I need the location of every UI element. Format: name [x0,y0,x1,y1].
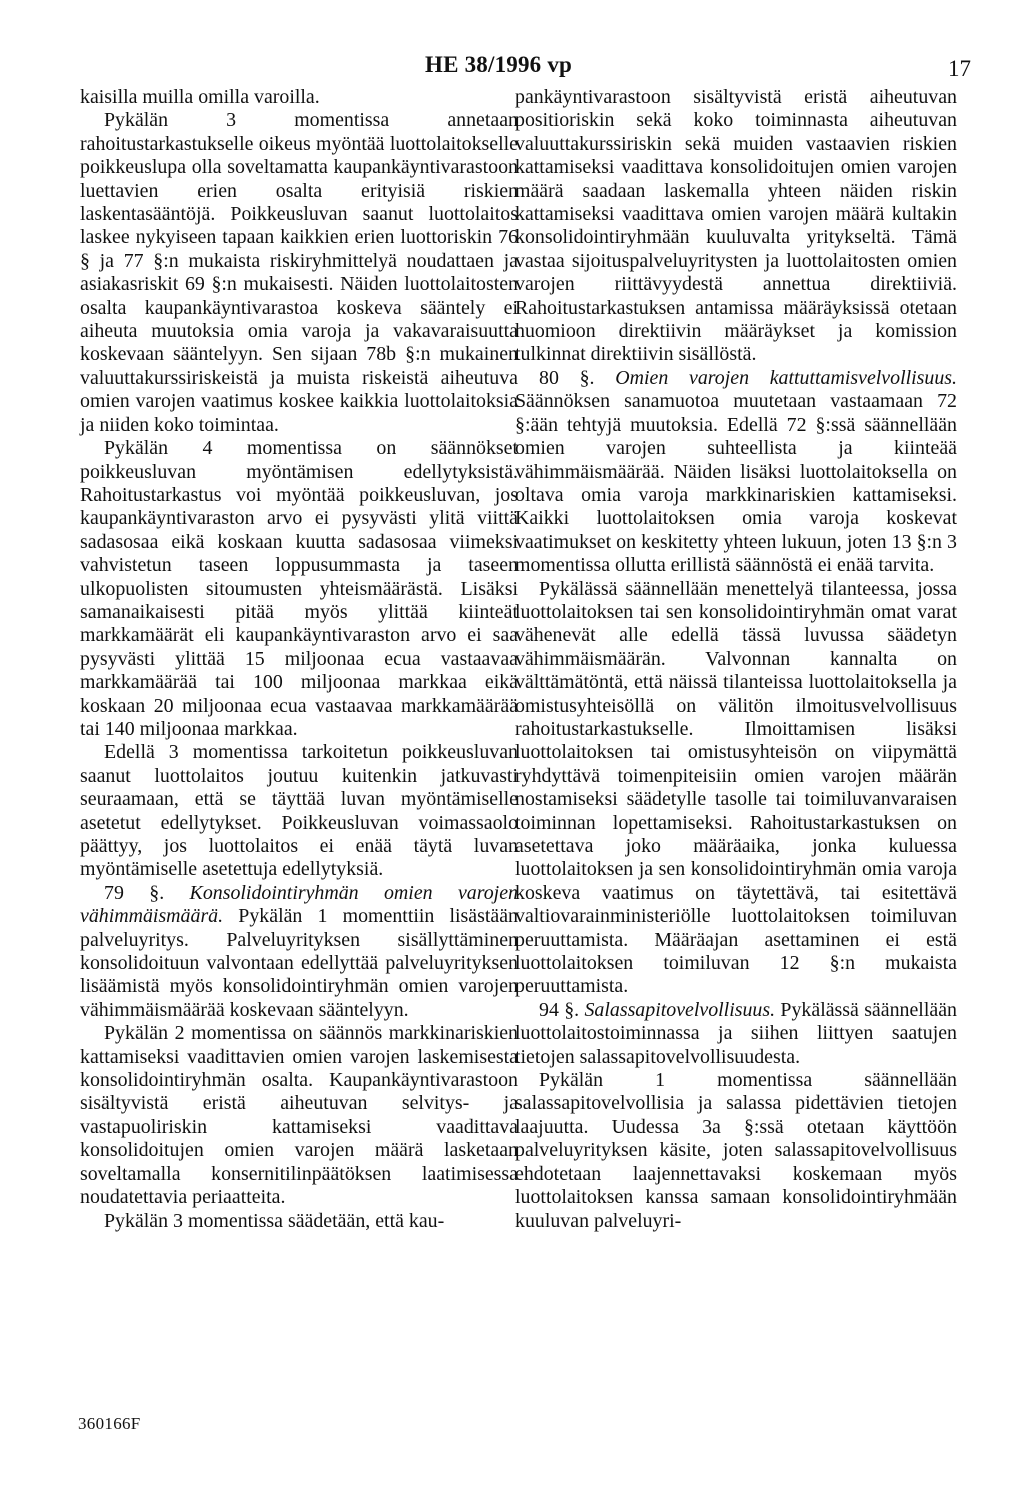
page-number: 17 [948,56,971,81]
paragraph: Pykälän 2 momentissa on säännös markkinariskien kattamiseksi vaadittavien omien varojen laskemisesta konsolidointiryhmän osalta. Kaupankäyntivarastoon sisältyvistä eristä aiheutuvan selvitys- ja vastapuoliriskin kattamiseksi vaadittava konsolidoitujen omien varojen määrä lasketaan soveltamalla konsernitilinpäätöksen laatimisessa noudatettavia periaatteita. [80,1022,518,1209]
left-column [80,86,518,1233]
section-paragraph [515,367,957,578]
section-title: Salassapitovelvollisuus. [584,998,776,1021]
print-code: 360166F [78,1414,141,1433]
paragraph: pankäyntivarastoon sisältyvistä eristä aiheutuvan positioriskin sekä koko toiminnasta aiheutuvan valuuttakurssiriskin sekä muiden vastaavien riskien kattamiseksi vaadittava konsolidoitujen omien varojen määrä saadaan laskemalla yhteen näiden riskin kattamiseksi vaadittava omien varojen määrä kultakin konsolidointiryhmään kuuluvalta yritykseltä. Tämä vastaa sijoituspalveluyritysten ja luottolaitosten omien varojen riittävyydestä annettua direktiiviä. Rahoitustarkastuksen antamissa määräyksissä otetaan huomioon direktiivin määräykset ja komission tulkinnat direktiivin sisällöstä. [515,86,957,366]
paragraph: kaisilla muilla omilla varoilla. [80,86,320,108]
paragraph: Pykälän 4 momentissa on säännökset poikkeusluvan myöntämisen edellytyksistä. Rahoitustarkastus voi myöntää poikkeusluvan, jos kaupankäyntivaraston arvo ei pysyvästi ylitä viittä sadasosaa eikä koskaan kuutta sadasosaa viimeksi vahvistetun taseen loppusummasta ja taseen ulkopuolisten sitoumusten yhteismäärästä. Lisäksi samanaikaisesti pitää myös ylittää kiinteät markkamäärät eli kaupankäyntivaraston arvo ei saa pysyvästi ylittää 15 miljoonaa ecua vastaavaa markkamäärää tai 100 miljoonaa markkaa eikä koskaan 20 miljoonaa ecua vastaavaa markkamäärää tai 140 miljoonaa markkaa. [80,437,518,740]
section-title: Omien varojen kattuttamisvelvollisuus. [615,366,958,389]
right-column [515,86,957,1233]
section-number: 80 §. [539,366,595,389]
section-text: Pykälän 1 momenttiin lisästään palveluyritys. Palveluyrityksen sisällyttäminen konsolidoituun valvontaan edellyttää palveluyrityksen lisäämistä myös konsolidointiryhmän omien varojen vähimmäismäärää koskevaan sääntelyyn. [80,905,518,1021]
section-text: Pykälässä säännellään luottolaitostoiminnassa ja siihen liittyen saatujen tietojen salassapitovelvollisuudesta. [515,998,957,1068]
paragraph: Edellä 3 momentissa tarkoitetun poikkeusluvan saanut luottolaitos joutuu kuitenkin jatkuvasti seuraamaan, että se täyttää luvan myöntämiselle asetetut edellytykset. Poikkeusluvan voimassaolo päättyy, jos luottolaitos ei enää täytä luvan myöntämiselle asetettuja edellytyksiä. [80,741,518,881]
paragraph: Pykälän 1 momentissa säännellään salassapitovelvollisia ja salassa pidettävien tietojen laajuutta. Uudessa 3a §:ssä otetaan käyttöön palveluyrityksen käsite, joten salassapitovelvollisuus ehdotetaan laajennettavaksi koskemaan myös luottolaitoksen kanssa samaan konsolidointiryhmään kuuluvan palveluyri- [515,1069,957,1232]
section-number: 79 §. [104,881,165,904]
document-reference: HE 38/1996 vp [425,52,573,77]
section-text: Säännöksen sanamuotoa muutetaan vastaamaan 72 §:ään tehtyjä muutoksia. Edellä 72 §:ssä säännellään omien varojen suhteellista ja kiinteää vähimmäismäärää. Näiden lisäksi luottolaitoksella on oltava omia varoja markkinariskien kattamiseksi. Kaikki luottolaitoksen omia varoja koskevat vaatimukset on keskitetty yhteen lukuun, joten 13 §:n 3 momentissa ollutta erillistä säännöstä ei enää tarvita. [515,390,957,577]
paragraph: Pykälän 3 momentissa säädetään, että kau- [104,1209,445,1232]
paragraph: Pykälän 3 momentissa annetaan rahoitustarkastukselle oikeus myöntää luottolaitokselle poikkeuslupa olla soveltamatta kaupankäyntivarastoon luettavien erien osalta erityisiä riskien laskentasääntöjä. Poikkeusluvan saanut luottolaitos laskee nykyiseen tapaan kaikkien erien luottoriskin 76 § ja 77 §:n mukaista riskiryhmittelyä noudattaen ja asiakasriskit 69 §:n mukaisesti. Näiden luottolaitosten osalta kaupankäyntivarastoa koskeva sääntely ei aiheuta muutoksia omia varoja ja vakavaraisuutta koskevaan sääntelyyn. Sen sijaan 78b §:n mukainen valuuttakurssiriskeistä ja muista riskeistä aiheutuva omien varojen vaatimus koskee kaikkia luottolaitoksia ja niiden koko toimintaa. [80,109,518,436]
section-title: Konsolidointiryhmän omien varojen vähimmäismäärä. [80,881,518,928]
section-paragraph [515,999,957,1069]
paragraph: Pykälässä säännellään menettelyä tilanteessa, jossa luottolaitoksen tai sen konsolidointiryhmän omat varat vähenevät alle edellä tässä luvussa säädetyn vähimmäismäärän. Valvonnan kannalta on välttämätöntä, että näissä tilanteissa luottolaitoksella ja omistusyhteisöllä on välitön ilmoitusvelvollisuus rahoitustarkastukselle. Ilmoittamisen lisäksi luottolaitoksen tai omistusyhteisön on viipymättä ryhdyttävä toimenpiteisiin omien varojen määrän nostamiseksi säädetylle tasolle tai toimiluvanvaraisen toiminnan lopettamiseksi. Rahoitustarkastuksen on asetettava joko määräaika, jonka kuluessa luottolaitoksen ja sen konsolidointiryhmän omia varoja koskeva vaatimus on täytettävä, tai esitettävä valtiovarainministeriölle luottolaitoksen toimiluvan peruuttamista. Määräajan asettaminen ei estä luottolaitoksen toimiluvan 12 §:n mukaista peruuttamista. [515,577,957,998]
section-paragraph [80,882,518,1022]
section-number: 94 §. [539,998,580,1021]
